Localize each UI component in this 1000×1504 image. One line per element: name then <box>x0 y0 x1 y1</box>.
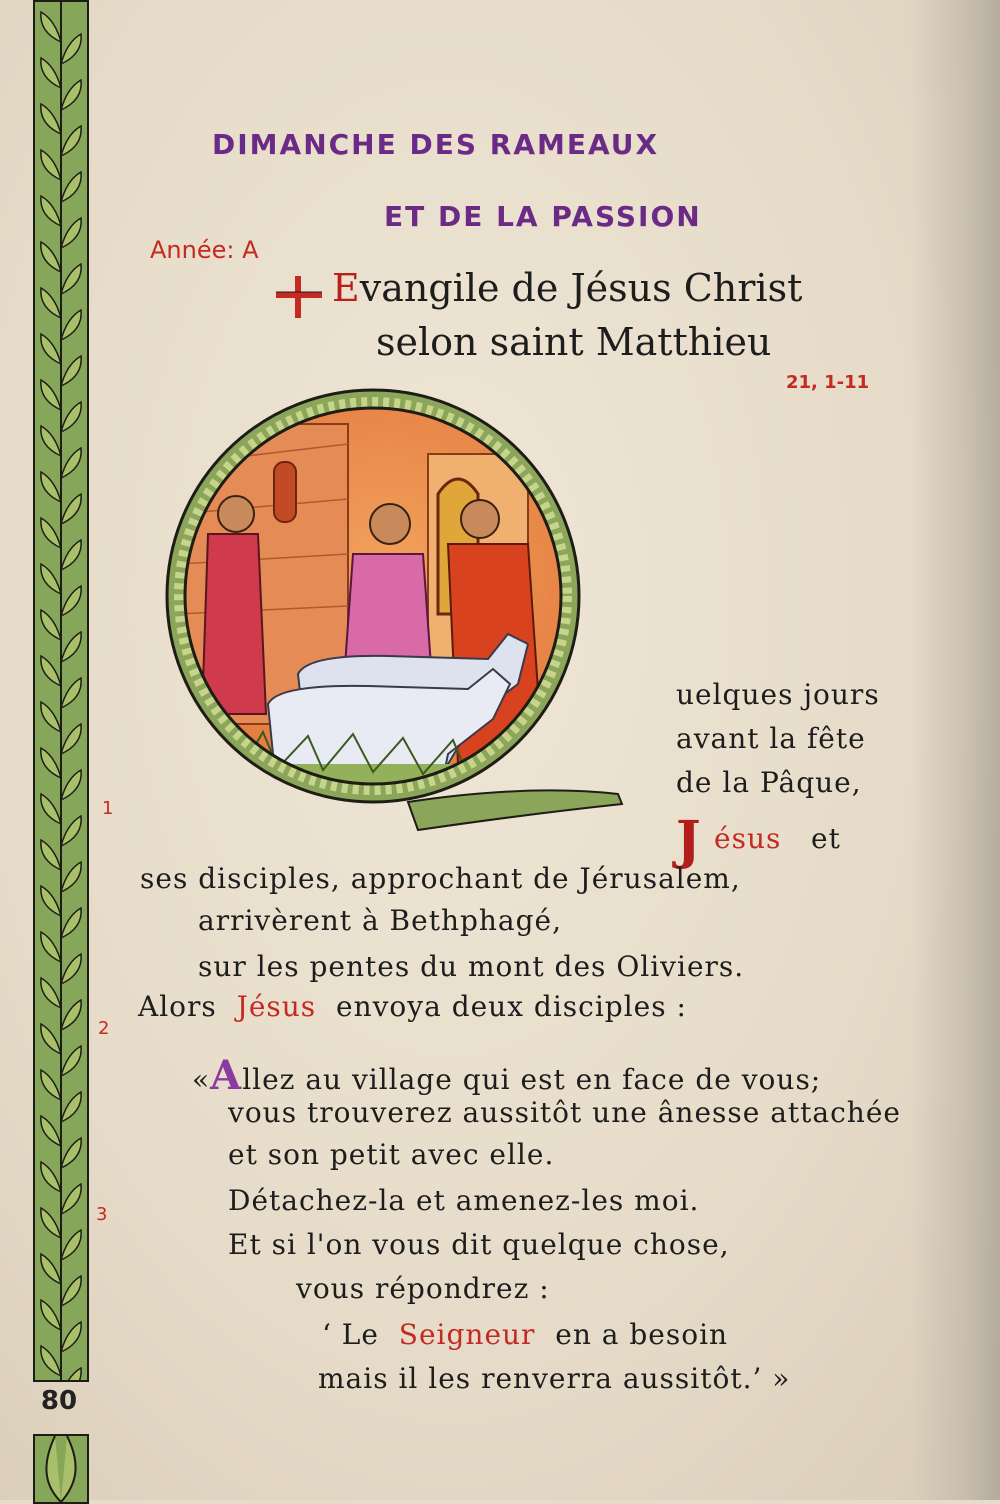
text-line-4 <box>714 822 841 855</box>
text-line-15-a: ‘ Le <box>322 1318 379 1351</box>
text-line-5: ses disciples, approchant de Jérusalem, <box>140 862 741 895</box>
title-line-1: DIMANCHE DES RAMEAUX <box>212 128 660 161</box>
drop-cap-a: A <box>210 1052 243 1099</box>
verse-number-1: 1 <box>102 798 114 819</box>
leaf-vine-icon <box>35 2 87 1380</box>
verse-number-3: 3 <box>96 1204 108 1225</box>
leaf-vine-border <box>33 0 89 1382</box>
title-line-2: ET DE LA PASSION <box>384 200 702 233</box>
open-quote: « <box>192 1063 211 1096</box>
seigneur-name: Seigneur <box>398 1318 536 1351</box>
leaf-vine-bottom-icon <box>35 1436 87 1502</box>
text-line-15 <box>322 1318 728 1351</box>
text-line-11: et son petit avec elle. <box>228 1138 555 1171</box>
gospel-heading-line-2: selon saint Matthieu <box>376 320 772 364</box>
page-number: 80 <box>40 1386 78 1416</box>
text-line-2: avant la fête <box>676 722 866 755</box>
gospel-heading-line-1 <box>332 266 802 310</box>
text-line-10: vous trouverez aussitôt une ânesse attachée <box>228 1096 901 1129</box>
jesus-name: ésus <box>714 822 782 855</box>
text-line-8-b: envoya deux disciples : <box>336 990 687 1023</box>
scripture-reference: 21, 1-11 <box>786 372 870 393</box>
text-line-9 <box>192 1052 821 1099</box>
page-edge-shadow <box>910 0 1000 1500</box>
verse-number-2: 2 <box>98 1018 110 1039</box>
illuminated-initial-q-scene <box>148 384 628 844</box>
leaf-vine-border-bottom <box>33 1434 89 1504</box>
text-line-8-a: Alors <box>138 990 217 1023</box>
text-line-7: sur les pentes du mont des Oliviers. <box>198 950 745 983</box>
drop-cap-j: J <box>676 810 701 871</box>
heading-line-1-rest: vangile de Jésus Christ <box>359 266 803 310</box>
jesus-name-2: Jésus <box>236 990 317 1023</box>
red-cross-icon <box>272 272 326 322</box>
text-line-4-rest: et <box>811 822 841 855</box>
text-line-14: vous répondrez : <box>296 1272 550 1305</box>
text-line-6: arrivèrent à Bethphagé, <box>198 904 563 937</box>
text-line-13: Et si l'on vous dit quelque chose, <box>228 1228 730 1261</box>
heading-initial: E <box>332 266 360 310</box>
text-line-8 <box>138 990 687 1023</box>
text-line-16: mais il les renverra aussitôt.’ » <box>318 1362 791 1395</box>
text-line-12: Détachez-la et amenez-les moi. <box>228 1184 700 1217</box>
text-line-15-b: en a besoin <box>555 1318 729 1351</box>
text-line-1: uelques jours <box>676 678 880 711</box>
text-line-3: de la Pâque, <box>676 766 862 799</box>
annee-label: Année: A <box>150 236 259 264</box>
text-line-9-rest: llez au village qui est en face de vous; <box>242 1063 822 1096</box>
